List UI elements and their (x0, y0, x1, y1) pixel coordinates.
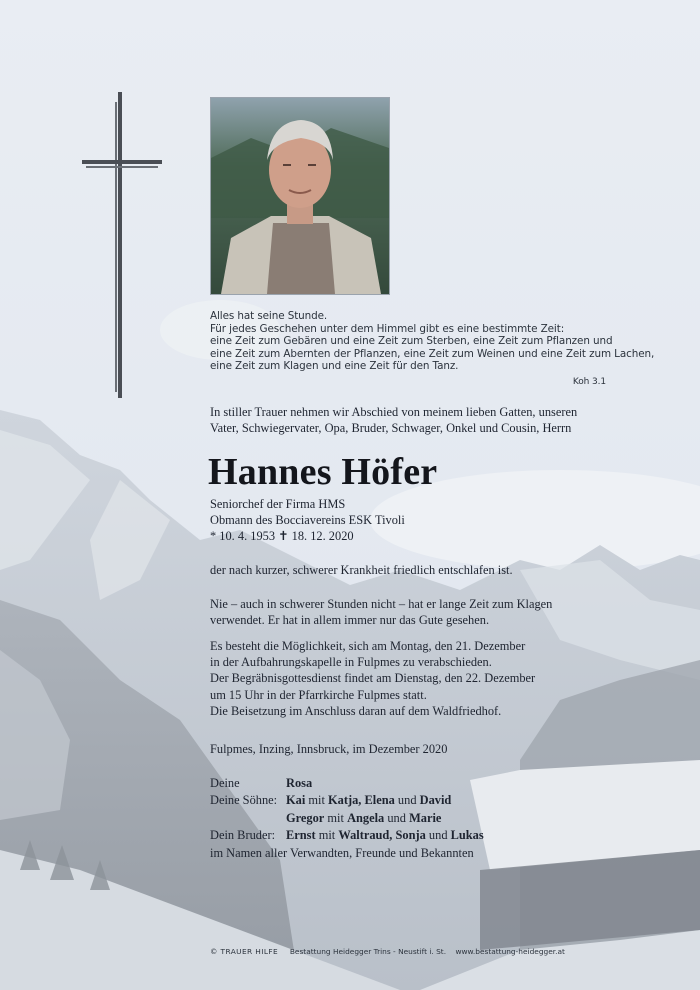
role-line: Obmann des Bocciavereins ESK Tivoli (210, 513, 405, 527)
family-member: Marie (409, 810, 442, 825)
paragraph-line: in der Aufbahrungskapelle in Fulpmes zu verabschieden. (210, 655, 492, 670)
connector: mit (318, 828, 336, 843)
connector: und (387, 810, 406, 825)
footer (210, 947, 565, 956)
family-member: Kai (286, 793, 306, 808)
intro-line: Vater, Schwiegervater, Opa, Bruder, Schwager, Onkel und Cousin, Herrn (210, 421, 572, 435)
family-label: Dein Bruder: (210, 828, 276, 843)
connector: mit (308, 793, 325, 808)
verse-line: Für jedes Geschehen unter dem Himmel gibt es eine bestimmte Zeit: (210, 322, 565, 335)
footer-url: www.bestattung-heidegger.at (455, 947, 565, 956)
paragraph-line: Es besteht die Möglichkeit, sich am Montag, den 21. Dezember (210, 639, 526, 653)
family-row-brother (210, 827, 484, 844)
verse-reference: Koh 3.1 (572, 376, 606, 387)
family-label: Deine (210, 776, 240, 790)
intro-text (210, 404, 610, 436)
family-member: Rosa (286, 776, 313, 790)
bible-verse (210, 310, 655, 389)
paragraph-ceremony (210, 638, 610, 719)
connector: mit (327, 810, 344, 825)
portrait-photo (210, 97, 390, 295)
paragraph-line: um 15 Uhr in der Pfarrkirche Fulpmes statt. (210, 687, 427, 702)
deceased-roles (210, 496, 405, 544)
connector: und (428, 828, 448, 843)
footer-company: Bestattung Heidegger Trins - Neustift i. St. (289, 947, 447, 956)
paragraph-line: Die Beisetzung im Anschluss daran auf dem Waldfriedhof. (210, 703, 502, 718)
family-member: Gregor (286, 810, 325, 825)
paragraph-line: verwendet. Er hat in allem immer nur das Gute gesehen. (210, 613, 490, 628)
paragraph-line: der nach kurzer, schwerer Krankheit friedlich entschlafen ist. (210, 563, 513, 577)
family-row-sons (210, 792, 484, 809)
verse-line: Alles hat seine Stunde. (210, 310, 328, 322)
family-row-wife (210, 775, 484, 792)
verse-line: eine Zeit zum Gebären und eine Zeit zum Sterben, eine Zeit zum Pflanzen und (210, 335, 613, 348)
paragraph-character (210, 596, 610, 628)
life-dates: * 10. 4. 1953 ✝ 18. 12. 2020 (210, 529, 354, 543)
family-member: Katja, Elena (328, 793, 395, 808)
family-member: David (419, 793, 452, 808)
verse-line: eine Zeit zum Abernten der Pflanzen, eine Zeit zum Weinen und eine Zeit zum Lachen, (210, 347, 655, 360)
paragraph-passing (210, 562, 610, 578)
role-line: Seniorchef der Firma HMS (210, 497, 346, 511)
family-row-sons-2 (210, 810, 484, 827)
place-date (210, 741, 610, 757)
footer-brand: © TRAUER HILFE (210, 947, 279, 956)
family-member: Angela (347, 810, 385, 825)
paragraph-line: Der Begräbnisgottesdienst findet am Dienstag, den 22. Dezember (210, 671, 536, 686)
family-mourners (210, 775, 484, 862)
family-closing: im Namen aller Verwandten, Freunde und Bekannten (210, 845, 474, 860)
intro-line: In stiller Trauer nehmen wir Abschied von meinem lieben Gatten, unseren (210, 405, 578, 419)
verse-line: eine Zeit zum Klagen und eine Zeit für den Tanz. (210, 360, 459, 373)
deceased-name: Hannes Höfer (208, 451, 438, 493)
connector: und (397, 793, 417, 808)
cross-icon (82, 92, 162, 398)
family-label: Deine Söhne: (210, 793, 278, 808)
place-date-line: Fulpmes, Inzing, Innsbruck, im Dezember 2020 (210, 742, 448, 756)
paragraph-line: Nie – auch in schwerer Stunden nicht – hat er lange Zeit zum Klagen (210, 597, 553, 611)
family-member: Waltraud, Sonja (338, 828, 426, 843)
family-member: Ernst (286, 828, 316, 843)
family-member: Lukas (450, 828, 484, 843)
